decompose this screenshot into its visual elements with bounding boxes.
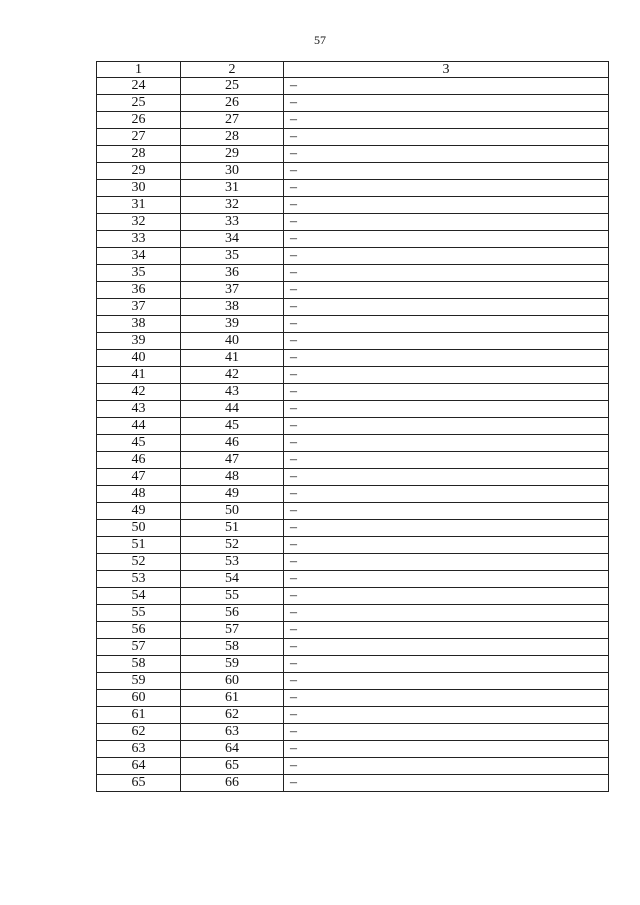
table-cell-col-2: 56 xyxy=(181,605,284,622)
table-row xyxy=(97,605,609,622)
table-row xyxy=(97,248,609,265)
table-row xyxy=(97,554,609,571)
table-row xyxy=(97,146,609,163)
table-cell-col-2: 61 xyxy=(181,690,284,707)
table-cell-col-3: – xyxy=(284,248,609,265)
table-row xyxy=(97,571,609,588)
table-cell-col-3: – xyxy=(284,639,609,656)
table-cell-col-2: 64 xyxy=(181,741,284,758)
table-header xyxy=(97,62,609,78)
table-row xyxy=(97,503,609,520)
table-cell-col-1: 41 xyxy=(97,367,181,384)
table-cell-col-2: 55 xyxy=(181,588,284,605)
table-cell-col-2: 43 xyxy=(181,384,284,401)
table-cell-col-3: – xyxy=(284,418,609,435)
table-body xyxy=(97,78,609,792)
table-row xyxy=(97,639,609,656)
table-cell-col-3: – xyxy=(284,146,609,163)
table-cell-col-1: 37 xyxy=(97,299,181,316)
table-cell-col-1: 46 xyxy=(97,452,181,469)
table-cell-col-3: – xyxy=(284,299,609,316)
table-row xyxy=(97,469,609,486)
table-cell-col-1: 53 xyxy=(97,571,181,588)
table-row xyxy=(97,299,609,316)
table-row xyxy=(97,758,609,775)
table-cell-col-1: 42 xyxy=(97,384,181,401)
table-row xyxy=(97,486,609,503)
table-cell-col-3: – xyxy=(284,316,609,333)
table-cell-col-1: 55 xyxy=(97,605,181,622)
table-cell-col-2: 62 xyxy=(181,707,284,724)
table-cell-col-2: 27 xyxy=(181,112,284,129)
table-cell-col-2: 65 xyxy=(181,758,284,775)
table-cell-col-3: – xyxy=(284,231,609,248)
table-cell-col-3: – xyxy=(284,112,609,129)
column-header-3: 3 xyxy=(284,62,609,78)
table-row xyxy=(97,265,609,282)
table-cell-col-2: 60 xyxy=(181,673,284,690)
table-cell-col-3: – xyxy=(284,673,609,690)
table-row xyxy=(97,282,609,299)
table-row xyxy=(97,112,609,129)
table-cell-col-3: – xyxy=(284,129,609,146)
table-cell-col-3: – xyxy=(284,214,609,231)
table-cell-col-3: – xyxy=(284,163,609,180)
table-cell-col-2: 32 xyxy=(181,197,284,214)
table-cell-col-1: 65 xyxy=(97,775,181,792)
table-row xyxy=(97,656,609,673)
table-cell-col-1: 26 xyxy=(97,112,181,129)
table-cell-col-1: 52 xyxy=(97,554,181,571)
table-cell-col-3: – xyxy=(284,486,609,503)
table-cell-col-3: – xyxy=(284,707,609,724)
table-cell-col-1: 25 xyxy=(97,95,181,112)
table-row xyxy=(97,214,609,231)
table-cell-col-2: 41 xyxy=(181,350,284,367)
table-cell-col-2: 49 xyxy=(181,486,284,503)
column-header-2: 2 xyxy=(181,62,284,78)
table-cell-col-1: 48 xyxy=(97,486,181,503)
table-cell-col-1: 24 xyxy=(97,78,181,95)
table-cell-col-1: 34 xyxy=(97,248,181,265)
table-row xyxy=(97,367,609,384)
table-cell-col-2: 66 xyxy=(181,775,284,792)
table-cell-col-3: – xyxy=(284,265,609,282)
table-cell-col-3: – xyxy=(284,690,609,707)
table-cell-col-2: 38 xyxy=(181,299,284,316)
table-cell-col-2: 57 xyxy=(181,622,284,639)
table-cell-col-3: – xyxy=(284,588,609,605)
table-row xyxy=(97,78,609,95)
table-row xyxy=(97,163,609,180)
table-cell-col-2: 47 xyxy=(181,452,284,469)
table-row xyxy=(97,129,609,146)
table-cell-col-2: 50 xyxy=(181,503,284,520)
table-cell-col-3: – xyxy=(284,554,609,571)
table-cell-col-1: 62 xyxy=(97,724,181,741)
table-cell-col-3: – xyxy=(284,78,609,95)
table-cell-col-2: 46 xyxy=(181,435,284,452)
table-cell-col-2: 25 xyxy=(181,78,284,95)
table-cell-col-3: – xyxy=(284,775,609,792)
table-row xyxy=(97,401,609,418)
table-cell-col-3: – xyxy=(284,758,609,775)
table-cell-col-3: – xyxy=(284,571,609,588)
table-cell-col-2: 63 xyxy=(181,724,284,741)
table-cell-col-1: 51 xyxy=(97,537,181,554)
table-row xyxy=(97,384,609,401)
table-cell-col-1: 59 xyxy=(97,673,181,690)
table-cell-col-1: 35 xyxy=(97,265,181,282)
table-cell-col-2: 39 xyxy=(181,316,284,333)
table-cell-col-3: – xyxy=(284,401,609,418)
table-cell-col-3: – xyxy=(284,537,609,554)
table-cell-col-2: 52 xyxy=(181,537,284,554)
table-cell-col-3: – xyxy=(284,95,609,112)
table-row xyxy=(97,180,609,197)
table-cell-col-2: 26 xyxy=(181,95,284,112)
table-cell-col-2: 31 xyxy=(181,180,284,197)
table-cell-col-1: 32 xyxy=(97,214,181,231)
table-cell-col-1: 58 xyxy=(97,656,181,673)
table-cell-col-1: 63 xyxy=(97,741,181,758)
table-cell-col-1: 64 xyxy=(97,758,181,775)
table-cell-col-2: 33 xyxy=(181,214,284,231)
table-cell-col-3: – xyxy=(284,350,609,367)
table-cell-col-1: 54 xyxy=(97,588,181,605)
table-row xyxy=(97,418,609,435)
table-cell-col-1: 47 xyxy=(97,469,181,486)
table-cell-col-3: – xyxy=(284,197,609,214)
table-cell-col-1: 36 xyxy=(97,282,181,299)
table-cell-col-1: 44 xyxy=(97,418,181,435)
table-cell-col-3: – xyxy=(284,180,609,197)
table-row xyxy=(97,520,609,537)
table-row xyxy=(97,673,609,690)
header-row xyxy=(97,62,609,78)
table-cell-col-1: 38 xyxy=(97,316,181,333)
table-cell-col-3: – xyxy=(284,469,609,486)
table-cell-col-3: – xyxy=(284,605,609,622)
table-row xyxy=(97,452,609,469)
table-cell-col-1: 60 xyxy=(97,690,181,707)
column-header-1: 1 xyxy=(97,62,181,78)
table-row xyxy=(97,537,609,554)
table-cell-col-3: – xyxy=(284,656,609,673)
table-row xyxy=(97,622,609,639)
table-cell-col-1: 31 xyxy=(97,197,181,214)
table-cell-col-1: 40 xyxy=(97,350,181,367)
table-cell-col-1: 33 xyxy=(97,231,181,248)
table-cell-col-1: 28 xyxy=(97,146,181,163)
table-row xyxy=(97,197,609,214)
table-row xyxy=(97,231,609,248)
table-cell-col-3: – xyxy=(284,333,609,350)
table-row xyxy=(97,690,609,707)
table-cell-col-1: 29 xyxy=(97,163,181,180)
table-cell-col-1: 56 xyxy=(97,622,181,639)
table-cell-col-2: 30 xyxy=(181,163,284,180)
table-cell-col-3: – xyxy=(284,452,609,469)
table-cell-col-3: – xyxy=(284,367,609,384)
table-cell-col-3: – xyxy=(284,724,609,741)
table-cell-col-2: 45 xyxy=(181,418,284,435)
table-cell-col-1: 61 xyxy=(97,707,181,724)
page-number: 57 xyxy=(314,33,326,47)
table-cell-col-2: 44 xyxy=(181,401,284,418)
table-cell-col-3: – xyxy=(284,503,609,520)
table-cell-col-2: 28 xyxy=(181,129,284,146)
table-cell-col-1: 39 xyxy=(97,333,181,350)
table-cell-col-2: 37 xyxy=(181,282,284,299)
table-cell-col-2: 40 xyxy=(181,333,284,350)
table-cell-col-3: – xyxy=(284,435,609,452)
table-cell-col-2: 35 xyxy=(181,248,284,265)
table-cell-col-2: 59 xyxy=(181,656,284,673)
table-cell-col-3: – xyxy=(284,741,609,758)
table-row xyxy=(97,707,609,724)
table-cell-col-3: – xyxy=(284,282,609,299)
table-cell-col-2: 42 xyxy=(181,367,284,384)
table-cell-col-2: 29 xyxy=(181,146,284,163)
table-cell-col-1: 27 xyxy=(97,129,181,146)
table-cell-col-2: 36 xyxy=(181,265,284,282)
table-row xyxy=(97,775,609,792)
table-cell-col-2: 53 xyxy=(181,554,284,571)
table-row xyxy=(97,588,609,605)
table-cell-col-1: 43 xyxy=(97,401,181,418)
table-row xyxy=(97,333,609,350)
table-row xyxy=(97,316,609,333)
table-cell-col-3: – xyxy=(284,520,609,537)
table-cell-col-1: 49 xyxy=(97,503,181,520)
table-cell-col-2: 54 xyxy=(181,571,284,588)
table-cell-col-2: 48 xyxy=(181,469,284,486)
data-table xyxy=(96,61,609,792)
table-row xyxy=(97,95,609,112)
table-cell-col-2: 58 xyxy=(181,639,284,656)
table-cell-col-2: 51 xyxy=(181,520,284,537)
table-cell-col-2: 34 xyxy=(181,231,284,248)
table-cell-col-1: 30 xyxy=(97,180,181,197)
table-cell-col-3: – xyxy=(284,384,609,401)
table-row xyxy=(97,350,609,367)
table-cell-col-1: 57 xyxy=(97,639,181,656)
table-cell-col-1: 45 xyxy=(97,435,181,452)
table-row xyxy=(97,435,609,452)
table-cell-col-1: 50 xyxy=(97,520,181,537)
table-cell-col-3: – xyxy=(284,622,609,639)
table-row xyxy=(97,741,609,758)
table-row xyxy=(97,724,609,741)
